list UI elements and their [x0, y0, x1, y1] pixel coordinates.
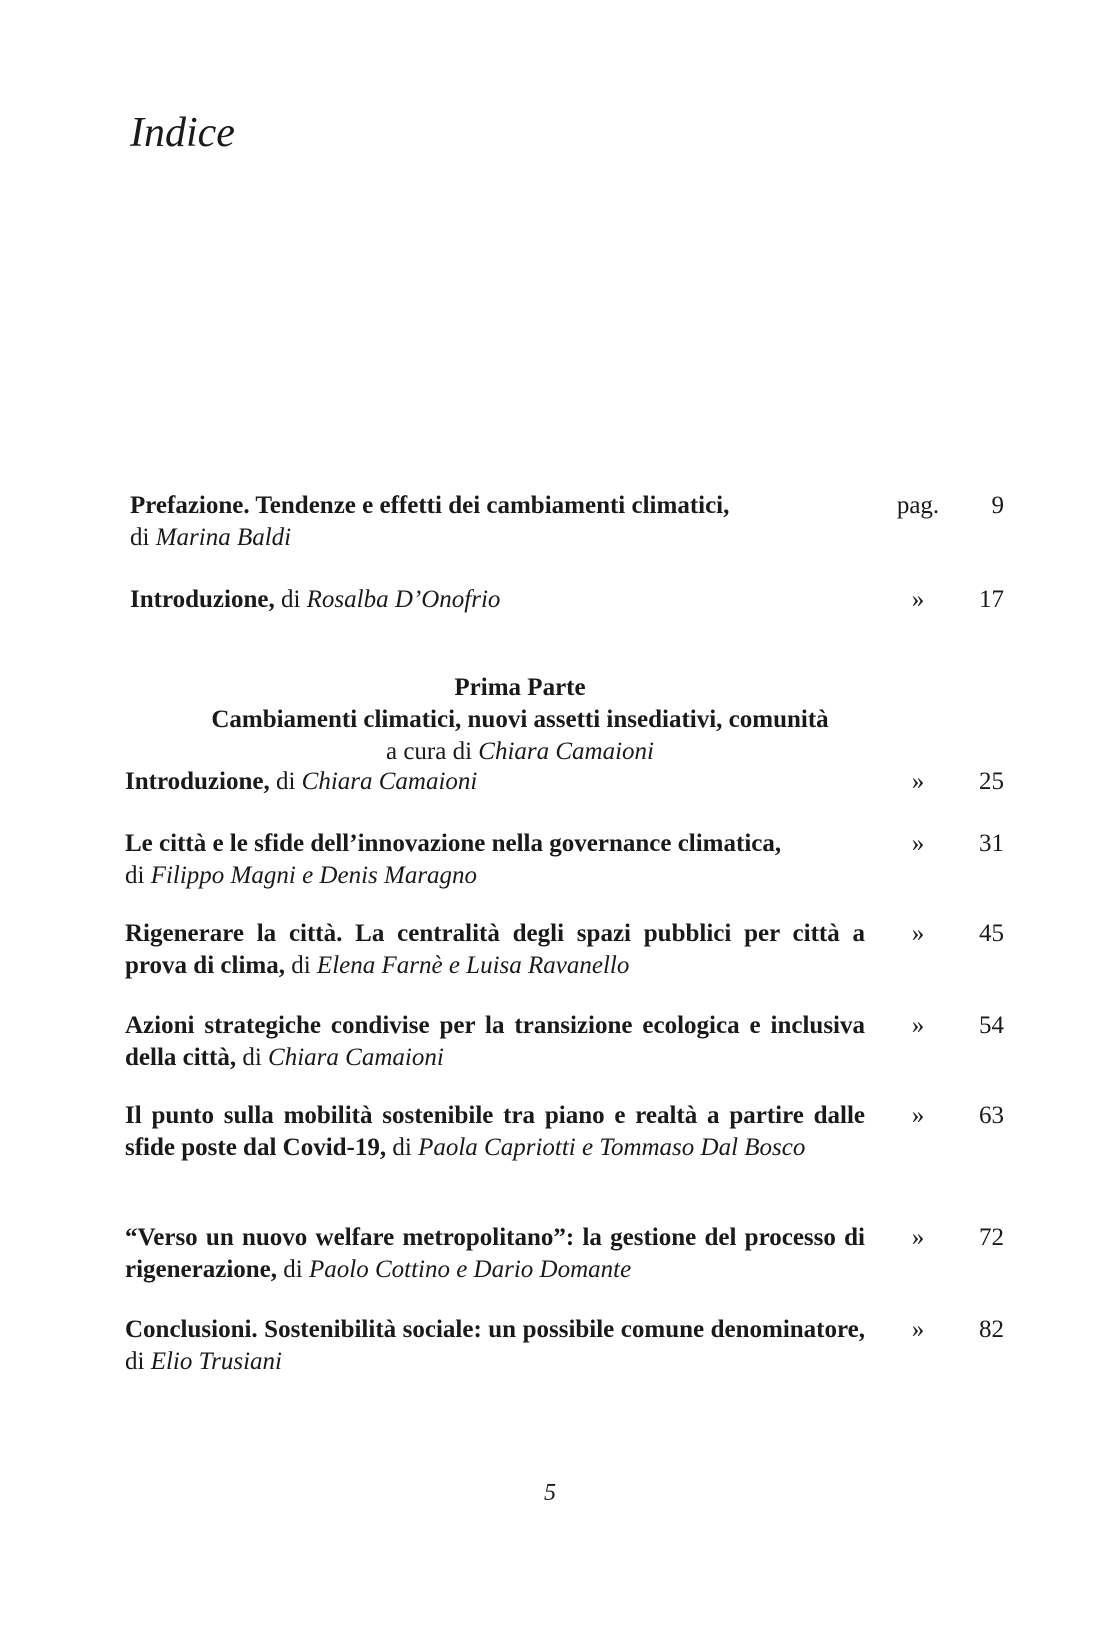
part-editor-prefix: a cura di	[385, 738, 479, 765]
toc-entry-title: Le città e le sfide dell’innovazione nella governance climatica,	[125, 830, 782, 857]
toc-entry-text	[125, 1100, 865, 1164]
toc-entry-by: di	[236, 1044, 269, 1071]
toc-entry-author: Paola Capriotti e Tommaso Dal Bosco	[418, 1134, 806, 1161]
toc-entry-by: di	[386, 1134, 419, 1161]
toc-entry-text	[125, 828, 865, 892]
part-editor	[130, 736, 910, 768]
toc-entry-title: “Verso un nuovo welfare metropolitano”: la gestione del processo di rigenerazione,	[125, 1224, 865, 1283]
toc-entry-title: Rigenerare la città. La centralità degli spazi pubblici per città a prova di clima,	[125, 920, 865, 979]
toc-entry-page: 63	[979, 1102, 1004, 1129]
toc-entry-title: Introduzione,	[125, 768, 270, 795]
toc-entry-text	[125, 1010, 865, 1074]
toc-entry-author: Chiara Camaioni	[268, 1044, 444, 1071]
toc-entry-by: di	[125, 1348, 151, 1375]
part-name: Prima Parte	[454, 674, 586, 701]
toc-entry-marker: pag.	[896, 492, 940, 519]
toc-entry-text	[125, 1314, 865, 1378]
toc-entry-page: 54	[979, 1012, 1004, 1039]
part-subtitle: Cambiamenti climatici, nuovi assetti insediativi, comunità	[211, 706, 829, 733]
toc-entry-marker: »	[911, 1224, 925, 1251]
toc-entry-page: 25	[979, 768, 1004, 795]
page-number: 5	[544, 1480, 556, 1506]
toc-entry-marker: »	[911, 920, 925, 947]
toc-entry-author: Elena Farnè e Luisa Ravanello	[316, 952, 630, 979]
toc-entry-author: Rosalba D’Onofrio	[306, 586, 501, 613]
toc-entry-text	[130, 584, 870, 616]
part-editor-name: Chiara Camaioni	[478, 738, 655, 765]
toc-entry-text	[125, 1222, 865, 1286]
toc-entry-title: Azioni strategiche condivise per la transizione ecologica e inclusiva della città,	[125, 1012, 865, 1071]
toc-entry-author: Marina Baldi	[155, 524, 292, 551]
toc-entry-marker: »	[911, 1012, 925, 1039]
toc-entry-title: Conclusioni. Sostenibilità sociale: un possibile comune denominatore,	[125, 1316, 865, 1343]
page-title: Indice	[130, 110, 235, 156]
toc-entry-by: di	[284, 952, 317, 979]
toc-entry-marker: »	[911, 586, 925, 613]
toc-entry-text	[130, 490, 870, 554]
toc-entry-marker: »	[911, 1316, 925, 1343]
toc-entry-marker: »	[911, 768, 925, 795]
toc-entry-by: di	[130, 524, 156, 551]
toc-entry-title: Il punto sulla mobilità sostenibile tra piano e realtà a partire dalle sfide poste dal Covid-19,	[125, 1102, 865, 1161]
toc-entry-author: Chiara Camaioni	[301, 768, 478, 795]
toc-entry-author: Elio Trusiani	[150, 1348, 282, 1375]
toc-entry-page: 9	[991, 492, 1004, 519]
toc-entry-by: di	[125, 862, 151, 889]
toc-entry-page: 45	[979, 920, 1004, 947]
toc-entry-text	[125, 918, 865, 982]
toc-entry-author: Paolo Cottino e Dario Domante	[308, 1256, 632, 1283]
toc-entry-marker: »	[911, 830, 925, 857]
toc-entry-title: Introduzione,	[130, 586, 275, 613]
toc-entry-page: 17	[979, 586, 1004, 613]
toc-entry-page: 72	[979, 1224, 1004, 1251]
toc-entry-marker: »	[911, 1102, 925, 1129]
toc-entry-text	[125, 766, 865, 798]
part-heading	[130, 672, 910, 768]
toc-entry-author: Filippo Magni e Denis Maragno	[150, 862, 478, 889]
toc-entry-by: di	[274, 586, 307, 613]
toc-entry-page: 82	[979, 1316, 1004, 1343]
toc-entry-by: di	[277, 1256, 309, 1283]
toc-entry-page: 31	[979, 830, 1004, 857]
toc-entry-by: di	[269, 768, 302, 795]
toc-entry-title: Prefazione. Tendenze e effetti dei cambiamenti climatici,	[130, 492, 730, 519]
